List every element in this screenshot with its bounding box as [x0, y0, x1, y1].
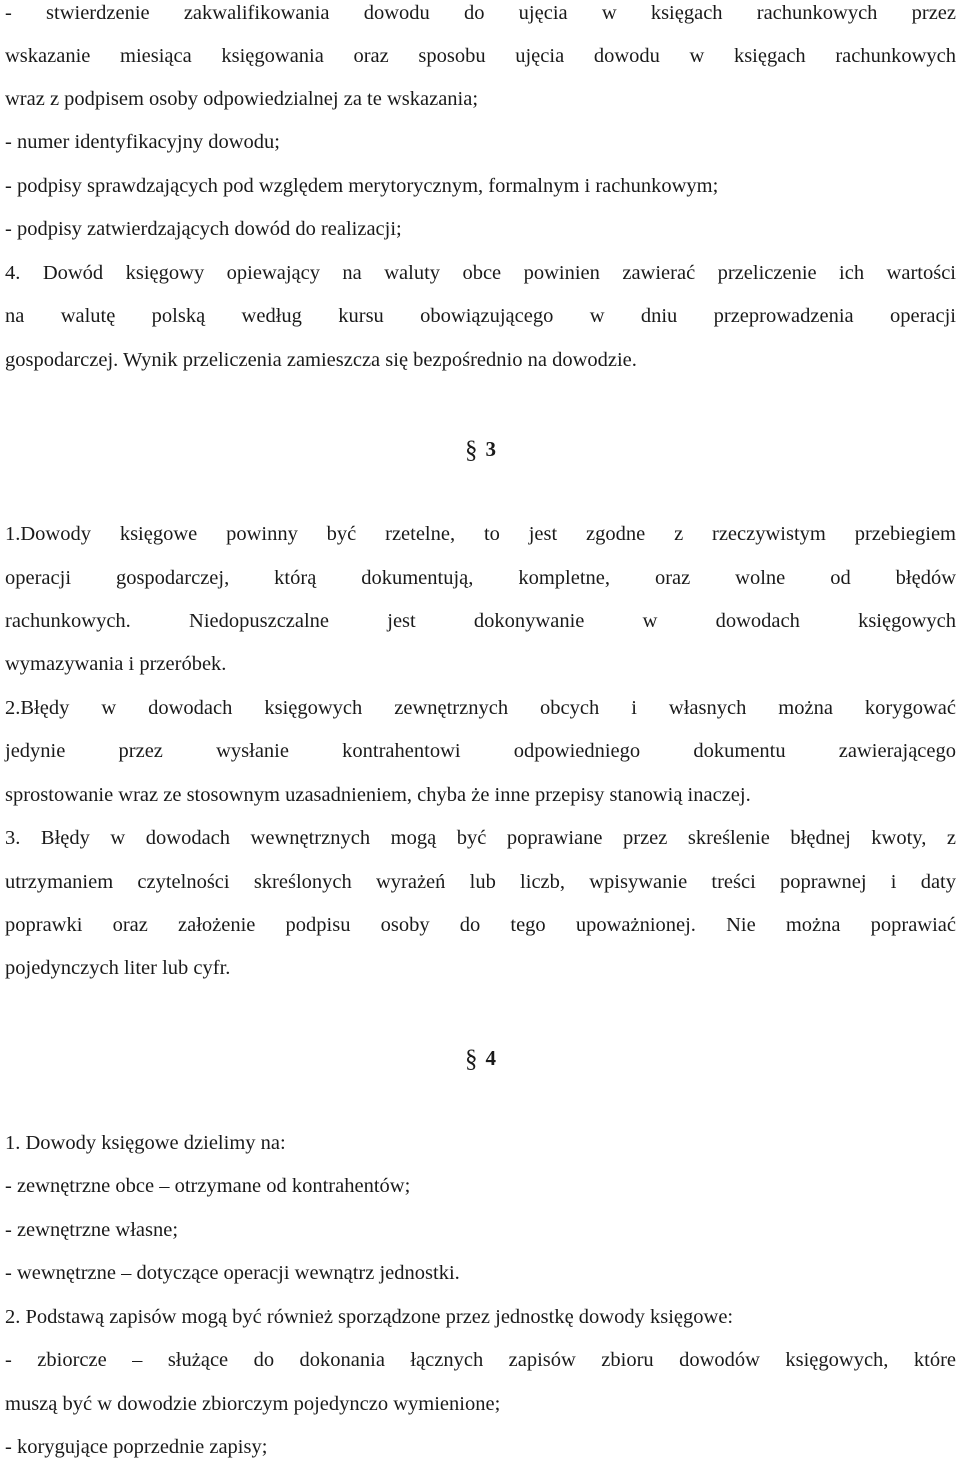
text-line: 4. Dowód księgowy opiewający na waluty obce powinien zawierać przeliczenie ich wartości	[5, 262, 956, 284]
text-line: gospodarczej. Wynik przeliczenia zamieszcza się bezpośrednio na dowodzie.	[5, 349, 637, 371]
section-number: 3	[485, 437, 496, 461]
text-line: wraz z podpisem osoby odpowiedzialnej za te wskazania;	[5, 88, 479, 110]
section-symbol: §	[465, 437, 478, 464]
list-item: - zewnętrzne obce – otrzymane od kontrahentów;	[5, 1175, 411, 1197]
list-item: - podpisy sprawdzających pod względem merytorycznym, formalnym i rachunkowym;	[5, 175, 719, 197]
text-line: wskazanie miesiąca księgowania oraz sposobu ujęcia dowodu w księgach rachunkowych	[5, 45, 956, 67]
list-item: - numer identyfikacyjny dowodu;	[5, 131, 280, 153]
list-item: - zewnętrzne własne;	[5, 1219, 179, 1241]
text-line: 3. Błędy w dowodach wewnętrznych mogą być poprawiane przez skreślenie błędnej kwoty, z	[5, 827, 956, 849]
text-line: rachunkowych. Niedopuszczalne jest dokonywanie w dowodach księgowych	[5, 610, 956, 632]
list-item: - podpisy zatwierdzających dowód do realizacji;	[5, 218, 402, 240]
text-line: pojedynczych liter lub cyfr.	[5, 957, 231, 979]
text-line: operacji gospodarczej, którą dokumentują, kompletne, oraz wolne od błędów	[5, 567, 956, 589]
text-line: muszą być w dowodzie zbiorczym pojedynczo wymienione;	[5, 1393, 501, 1415]
section-symbol: §	[465, 1046, 478, 1073]
text-line: wymazywania i przeróbek.	[5, 653, 227, 675]
text-line: 1. Dowody księgowe dzielimy na:	[5, 1132, 286, 1154]
text-line: jedynie przez wysłanie kontrahentowi odpowiedniego dokumentu zawierającego	[5, 740, 956, 762]
text-line: poprawki oraz założenie podpisu osoby do tego upoważnionej. Nie można poprawiać	[5, 914, 956, 936]
text-line: na walutę polską według kursu obowiązującego w dniu przeprowadzenia operacji	[5, 305, 956, 327]
text-line: utrzymaniem czytelności skreślonych wyrażeń lub liczb, wpisywanie treści poprawnej i daty	[5, 871, 956, 893]
list-item: - zbiorcze – służące do dokonania łącznych zapisów zbioru dowodów księgowych, które	[5, 1349, 956, 1371]
section-heading-4	[5, 1041, 956, 1075]
text-line: 1.Dowody księgowe powinny być rzetelne, to jest zgodne z rzeczywistym przebiegiem	[5, 523, 956, 545]
section-number: 4	[485, 1046, 496, 1070]
list-item: - wewnętrzne – dotyczące operacji wewnątrz jednostki.	[5, 1262, 460, 1284]
text-line: - stwierdzenie zakwalifikowania dowodu do ujęcia w księgach rachunkowych przez	[5, 2, 956, 24]
text-line: 2. Podstawą zapisów mogą być również sporządzone przez jednostkę dowody księgowe:	[5, 1306, 734, 1328]
list-item: - korygujące poprzednie zapisy;	[5, 1436, 268, 1458]
text-line: 2.Błędy w dowodach księgowych zewnętrznych obcych i własnych można korygować	[5, 697, 956, 719]
text-line: sprostowanie wraz ze stosownym uzasadnieniem, chyba że inne przepisy stanowią inaczej.	[5, 784, 751, 806]
section-heading-3	[5, 432, 956, 466]
